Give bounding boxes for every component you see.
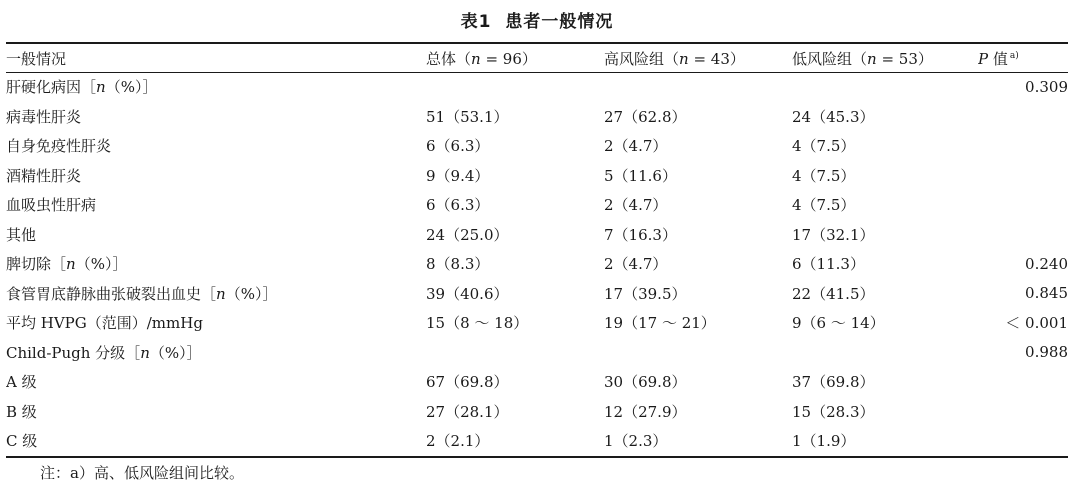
cell-total: 9（9.4） [426, 166, 490, 185]
cell-p-value [978, 161, 1068, 191]
cell-low-risk [792, 338, 978, 368]
row-label: 其他 [6, 225, 37, 244]
cell-p-value [978, 426, 1068, 456]
cell-p-value: ＜ 0.001 [1005, 314, 1068, 333]
cell-p-value [978, 131, 1068, 161]
cell-total [426, 72, 604, 102]
header-row [6, 44, 1068, 72]
cell-low-risk: 9（6 ～ 14） [792, 314, 885, 333]
cell-p-value [978, 102, 1068, 132]
table-row [6, 161, 1068, 191]
table-row [6, 131, 1068, 161]
cell-low-risk: 17（32.1） [792, 225, 875, 244]
row-label: A 级 [6, 373, 37, 392]
cell-p-value: 0.240 [1025, 254, 1068, 273]
table-row [6, 308, 1068, 338]
table-row [6, 426, 1068, 456]
table-row [6, 190, 1068, 220]
table-row [6, 397, 1068, 427]
table-caption [0, 10, 1074, 34]
header-total: 总体（n = 96） [426, 49, 537, 68]
row-label: B 级 [6, 402, 37, 421]
row-label: 自身免疫性肝炎 [6, 137, 112, 156]
cell-p-value [978, 367, 1068, 397]
table-row [6, 367, 1068, 397]
cell-p-value [978, 397, 1068, 427]
cell-low-risk: 4（7.5） [792, 166, 856, 185]
cell-low-risk: 37（69.8） [792, 373, 875, 392]
row-label: C 级 [6, 432, 38, 451]
table-row [6, 220, 1068, 250]
bottom-rule [6, 456, 1068, 458]
cell-p-value: 0.845 [1025, 284, 1068, 303]
table-number: 表1 [460, 12, 492, 32]
cell-low-risk: 24（45.3） [792, 107, 875, 126]
cell-high-risk [604, 72, 792, 102]
table-body [6, 72, 1068, 456]
row-label: 食管胃底静脉曲张破裂出血史［n（%）］ [6, 284, 278, 303]
cell-total: 51（53.1） [426, 107, 509, 126]
table-title: 患者一般情况 [505, 12, 614, 32]
cell-high-risk: 17（39.5） [604, 284, 687, 303]
cell-total: 24（25.0） [426, 225, 509, 244]
cell-high-risk: 5（11.6） [604, 166, 677, 185]
cell-total: 6（6.3） [426, 137, 490, 156]
row-label: 平均 HVPG（范围）/mmHg [6, 314, 203, 333]
row-label: 酒精性肝炎 [6, 166, 82, 185]
cell-high-risk: 2（4.7） [604, 255, 668, 274]
cell-total: 6（6.3） [426, 196, 490, 215]
cell-high-risk: 2（4.7） [604, 196, 668, 215]
cell-total: 2（2.1） [426, 432, 490, 451]
row-label: 病毒性肝炎 [6, 107, 82, 126]
cell-low-risk: 1（1.9） [792, 432, 856, 451]
cell-high-risk [604, 338, 792, 368]
header-label: 一般情况 [6, 49, 67, 68]
cell-high-risk: 27（62.8） [604, 107, 687, 126]
cell-total [426, 338, 604, 368]
row-label: Child-Pugh 分级［n（%）］ [6, 343, 202, 362]
header-low-risk: 低风险组（n = 53） [792, 49, 933, 68]
cell-low-risk [792, 72, 978, 102]
cell-total: 67（69.8） [426, 373, 509, 392]
cell-high-risk: 2（4.7） [604, 137, 668, 156]
header-high-risk: 高风险组（n = 43） [604, 49, 745, 68]
table-footnote: 注：a）高、低风险组间比较。 [40, 464, 244, 482]
cell-p-value [978, 190, 1068, 220]
cell-total: 39（40.6） [426, 284, 509, 303]
cell-p-value [978, 220, 1068, 250]
cell-low-risk: 6（11.3） [792, 255, 865, 274]
cell-high-risk: 7（16.3） [604, 225, 677, 244]
cell-high-risk: 30（69.8） [604, 373, 687, 392]
cell-p-value: 0.309 [1025, 77, 1068, 96]
table-row [6, 338, 1068, 368]
row-label: 脾切除［n（%）］ [6, 255, 128, 274]
cell-total: 8（8.3） [426, 255, 490, 274]
row-label: 血吸虫性肝病 [6, 196, 97, 215]
cell-low-risk: 4（7.5） [792, 137, 856, 156]
cell-low-risk: 22（41.5） [792, 284, 875, 303]
cell-p-value: 0.988 [1025, 343, 1068, 362]
cell-high-risk: 1（2.3） [604, 432, 668, 451]
cell-total: 27（28.1） [426, 402, 509, 421]
cell-high-risk: 19（17 ～ 21） [604, 314, 716, 333]
table-row [6, 102, 1068, 132]
row-label: 肝硬化病因［n（%）］ [6, 78, 158, 97]
table-row [6, 249, 1068, 279]
cell-low-risk: 4（7.5） [792, 196, 856, 215]
table-row [6, 279, 1068, 309]
table-row [6, 72, 1068, 102]
cell-low-risk: 15（28.3） [792, 402, 875, 421]
cell-total: 15（8 ～ 18） [426, 314, 529, 333]
header-p-value: P 值 $^{a)}$ [978, 49, 1019, 68]
cell-high-risk: 12（27.9） [604, 402, 687, 421]
patient-characteristics-table [6, 44, 1068, 456]
